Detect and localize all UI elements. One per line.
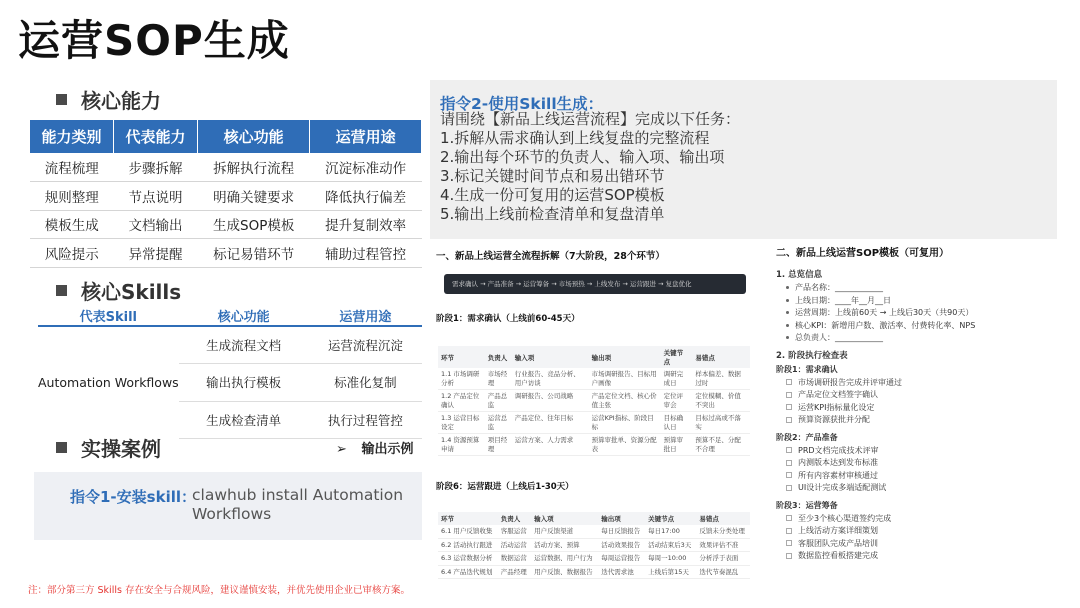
table-cell: 异常提醒 xyxy=(113,239,197,268)
header-cell: 运营用途 xyxy=(309,306,422,326)
header-cell: 输出项 xyxy=(589,346,661,368)
table-cell: 用户反馈、数据报告 xyxy=(531,565,598,579)
list-item xyxy=(776,457,1006,470)
list-item-text: 产品定位文档签字确认 xyxy=(798,390,878,399)
table-row xyxy=(438,434,750,456)
table-cell: 行业报告、竞品分析、用户访谈 xyxy=(512,368,589,390)
header-cell: 核心功能 xyxy=(179,306,309,326)
checkbox-icon xyxy=(786,392,792,398)
table-cell: 运营流程沉淀 xyxy=(309,326,422,364)
list-item-text: 数据监控看板搭建完成 xyxy=(798,551,878,560)
table-cell: 每周一10:00 xyxy=(645,552,696,566)
header-cell: 核心功能 xyxy=(198,120,310,153)
table-row xyxy=(438,552,750,566)
table-cell: 调研报告、公司战略 xyxy=(512,390,589,412)
checkbox-icon xyxy=(786,553,792,559)
table-cell: 目标过高或不落实 xyxy=(692,412,750,434)
checkbox-icon xyxy=(786,540,792,546)
list-item-text: 产品名称：____________ xyxy=(795,283,883,292)
table-cell: 活动运营 xyxy=(498,538,531,552)
table-cell: 产品经理 xyxy=(498,565,531,579)
square-bullet-icon xyxy=(56,94,67,105)
table-row xyxy=(438,565,750,579)
list-item xyxy=(776,482,1006,495)
list-item xyxy=(776,550,1006,563)
table-cell: 步骤拆解 xyxy=(113,153,197,182)
table-cell: 明确关键要求 xyxy=(198,182,310,211)
list-item xyxy=(776,389,1006,402)
instruction-line: 请围绕【新品上线运营流程】完成以下任务： xyxy=(440,110,741,128)
table-cell: 拆解执行流程 xyxy=(198,153,310,182)
list-item xyxy=(776,402,1006,415)
checkbox-icon xyxy=(786,447,792,453)
checkbox-icon xyxy=(786,460,792,466)
output-example-label: 输出示例 xyxy=(361,442,414,457)
table-cell: 市场调研报告、目标用户画像 xyxy=(589,368,661,390)
header-cell: 关键节点 xyxy=(661,346,693,368)
table-cell: 6.4 产品迭代规划 xyxy=(438,565,498,579)
list-item-text: UI设计完成多端适配测试 xyxy=(798,483,887,492)
table-cell: 生成流程文档 xyxy=(179,326,309,364)
doc-b-sub2: 2. 阶段执行检查表 xyxy=(776,350,848,361)
table-cell: 客服运营 xyxy=(498,525,531,538)
table-cell: 预算审批日 xyxy=(661,434,693,456)
table-header-row xyxy=(438,512,750,525)
list-item-text: 客服团队完成产品培训 xyxy=(798,538,878,548)
doc-process-breakdown xyxy=(432,242,754,602)
header-cell: 输入项 xyxy=(512,346,589,368)
table-cell: 文档输出 xyxy=(113,210,197,239)
doc-a-heading: 一、新品上线运营全流程拆解（7大阶段，28个环节） xyxy=(436,251,665,262)
table-cell: 1.2 产品定位确认 xyxy=(438,390,485,412)
section-capabilities-label: 核心能力 xyxy=(81,89,161,113)
table-cell: 目标确认日 xyxy=(661,412,693,434)
table-cell: 定位评审会 xyxy=(661,390,693,412)
table-cell: 活动效果报告 xyxy=(598,538,645,552)
list-item-text: 至少3个核心渠道签约完成 xyxy=(798,513,892,523)
table-cell: 运营数据、用户行为 xyxy=(531,552,598,566)
instruction2-lines xyxy=(440,110,740,224)
table-cell: 6.2 活动执行跟进 xyxy=(438,538,498,552)
header-cell: 能力类别 xyxy=(30,120,113,153)
header-cell: 易错点 xyxy=(696,512,750,525)
list-item xyxy=(776,525,1006,538)
table-row xyxy=(438,525,750,538)
header-cell: 环节 xyxy=(438,512,498,525)
square-bullet-icon xyxy=(56,285,67,296)
list-item-text: 所有内容素材审核通过 xyxy=(798,470,878,480)
list-item-text: 预算资源获批并分配 xyxy=(798,415,870,424)
list-item-text: 内测版本达到发布标准 xyxy=(798,458,878,467)
table-cell: 数据运营 xyxy=(498,552,531,566)
capability-table-header xyxy=(30,120,422,153)
bullet-dot-icon xyxy=(786,299,789,302)
instruction2-title: 指令2-使用Skill生成： xyxy=(440,95,604,113)
table-cell: 产品定位文档、核心价值主张 xyxy=(589,390,661,412)
table-cell: 标记易错环节 xyxy=(198,239,310,268)
table-cell: 沉淀标准动作 xyxy=(310,153,422,182)
table-cell: 活动方案、预算 xyxy=(531,538,598,552)
table-row xyxy=(30,239,422,268)
table-cell: 辅助过程管控 xyxy=(310,239,422,268)
table-row xyxy=(30,182,422,211)
warning-note: 注：部分第三方 Skills 存在安全与合规风险，建议谨慎安装，并优先使用企业已审核方案。 xyxy=(28,585,410,596)
instruction-line: 2.输出每个环节的负责人、输入项、输出项 xyxy=(440,148,725,166)
case1-command: clawhub install Automation Workflows xyxy=(192,486,404,523)
table-cell: 上线后第15天 xyxy=(645,565,696,579)
header-cell: 负责人 xyxy=(485,346,512,368)
table-cell: 1.4 资源预算申请 xyxy=(438,434,485,456)
list-item xyxy=(776,332,1006,345)
table-row xyxy=(30,153,422,182)
capability-table xyxy=(30,120,422,268)
header-cell: 环节 xyxy=(438,346,485,368)
section-capabilities xyxy=(56,85,161,114)
header-cell: 输出项 xyxy=(598,512,645,525)
table-cell: 降低执行偏差 xyxy=(310,182,422,211)
table-cell: 调研完成日 xyxy=(661,368,693,390)
table-cell: 每日反馈报告 xyxy=(598,525,645,538)
flow-bar: 需求确认 → 产品准备 → 运营筹备 → 市场预热 → 上线发布 → 运营跟进 → 复盘优化 xyxy=(444,274,746,294)
list-item xyxy=(776,307,1006,320)
instruction-line: 4.生成一份可复用的运营SOP模板 xyxy=(440,186,665,204)
table-cell: 迭代需求池 xyxy=(598,565,645,579)
table-cell: 运营方案、人力需求 xyxy=(512,434,589,456)
list-item-text: 核心KPI：新增用户数、激活率、付费转化率、NPS xyxy=(795,320,976,330)
table-cell: 产品定位、往年目标 xyxy=(512,412,589,434)
checkbox-icon xyxy=(786,528,792,534)
checkbox-icon xyxy=(786,485,792,491)
table-row xyxy=(438,538,750,552)
square-bullet-icon xyxy=(56,442,67,453)
header-cell: 关键节点 xyxy=(645,512,696,525)
section-skills xyxy=(56,276,181,305)
stage-heading: 阶段3：运营筹备 xyxy=(776,500,838,510)
stage-heading: 阶段1：需求确认 xyxy=(776,364,838,374)
table-cell: 输出执行模板 xyxy=(179,364,309,402)
list-item xyxy=(776,414,1006,427)
doc-b-sub1: 1. 总览信息 xyxy=(776,270,823,280)
checkbox-icon xyxy=(786,417,792,423)
checkbox-icon xyxy=(786,515,792,521)
header-cell: 运营用途 xyxy=(310,120,422,153)
table-row xyxy=(438,390,750,412)
table-cell: 分析浮于表面 xyxy=(696,552,750,566)
skill-name: Automation Workflows xyxy=(38,375,179,391)
instruction-line: 1.拆解从需求确认到上线复盘的完整流程 xyxy=(440,129,710,147)
list-item-text: 市场调研报告完成并评审通过 xyxy=(798,377,902,387)
table-cell: 运营KPI指标、阶段目标 xyxy=(589,412,661,434)
checkbox-icon xyxy=(786,379,792,385)
table-cell: 提升复制效率 xyxy=(310,210,422,239)
skills-table xyxy=(38,306,422,439)
table-row xyxy=(30,210,422,239)
instruction-line: 3.标记关键时间节点和易出错环节 xyxy=(440,167,665,185)
stage6-heading: 阶段6：运营跟进（上线后1-30天） xyxy=(436,482,574,492)
table-cell: 6.1 用户反馈收集 xyxy=(438,525,498,538)
list-item xyxy=(776,377,1006,390)
output-example xyxy=(336,438,413,457)
table-cell: 活动结束后3天 xyxy=(645,538,696,552)
table-cell: 迭代节奏混乱 xyxy=(696,565,750,579)
header-cell: 负责人 xyxy=(498,512,531,525)
table-cell: 6.3 运营数据分析 xyxy=(438,552,498,566)
table-cell: 风险提示 xyxy=(30,239,113,268)
table-cell: 节点说明 xyxy=(113,182,197,211)
table-cell: 项目经理 xyxy=(485,434,512,456)
table-cell: 每周运营报告 xyxy=(598,552,645,566)
list-item-text: 运营周期：上线前60天 → 上线后30天（共90天） xyxy=(795,308,974,317)
table-cell: 生成检查清单 xyxy=(179,401,309,439)
list-item xyxy=(776,320,1006,333)
bullet-dot-icon xyxy=(786,286,789,289)
list-item xyxy=(776,445,1006,458)
page-title: 运营SOP生成 xyxy=(18,16,290,65)
section-skills-label: 核心Skills xyxy=(81,280,182,304)
table-cell: 1.1 市场调研分析 xyxy=(438,368,485,390)
header-cell: 易错点 xyxy=(692,346,750,368)
case1-label: 指令1-安装skill： xyxy=(70,488,196,506)
instruction-line: 5.输出上线前检查清单和复盘清单 xyxy=(440,205,665,223)
bullet-dot-icon xyxy=(786,311,789,314)
header-cell: 输入项 xyxy=(531,512,598,525)
list-item-text: PRD文档完成技术评审 xyxy=(798,445,879,455)
header-cell: 代表Skill xyxy=(38,306,179,326)
table-cell: 效果评估不准 xyxy=(696,538,750,552)
stage1-table xyxy=(438,346,750,456)
table-cell: 流程梳理 xyxy=(30,153,113,182)
table-cell: 运营总监 xyxy=(485,412,512,434)
list-item-text: 运营KPI指标量化设定 xyxy=(798,402,875,412)
list-item xyxy=(776,513,1006,526)
list-item xyxy=(776,470,1006,483)
list-item-text: 上线日期：____年__月__日 xyxy=(795,295,891,305)
table-cell: 样本偏差、数据过时 xyxy=(692,368,750,390)
stage6-table xyxy=(438,512,750,579)
header-cell: 代表能力 xyxy=(113,120,197,153)
table-cell: 每日17:00 xyxy=(645,525,696,538)
list-item xyxy=(776,538,1006,551)
skills-table-header xyxy=(38,306,422,326)
table-cell: 生成SOP模板 xyxy=(198,210,310,239)
table-cell: 预算不足、分配不合理 xyxy=(692,434,750,456)
checkbox-icon xyxy=(786,404,792,410)
table-cell: 执行过程管控 xyxy=(309,401,422,439)
arrow-right-icon: ➢ xyxy=(336,442,347,457)
list-item-text: 上线活动方案详细策划 xyxy=(798,526,878,535)
checkbox-icon xyxy=(786,472,792,478)
list-item xyxy=(776,295,1006,308)
table-cell: 标准化复制 xyxy=(309,364,422,402)
list-item-text: 总负责人：____________ xyxy=(795,333,883,342)
table-row xyxy=(438,412,750,434)
table-cell: 模板生成 xyxy=(30,210,113,239)
table-row xyxy=(438,368,750,390)
doc-b-heading: 二、新品上线运营SOP模板（可复用） xyxy=(776,248,950,259)
bullet-dot-icon xyxy=(786,336,789,339)
table-cell: 市场经理 xyxy=(485,368,512,390)
table-cell: 1.3 运营目标设定 xyxy=(438,412,485,434)
section-cases xyxy=(56,433,161,462)
table-cell: 预算审批单、资源分配表 xyxy=(589,434,661,456)
bullet-dot-icon xyxy=(786,324,789,327)
table-header-row xyxy=(438,346,750,368)
stage-heading: 阶段2：产品准备 xyxy=(776,432,838,442)
table-cell: 规则整理 xyxy=(30,182,113,211)
section-cases-label: 实操案例 xyxy=(81,437,161,461)
stage1-heading: 阶段1：需求确认（上线前60-45天） xyxy=(436,314,580,324)
table-cell: 用户反馈渠道 xyxy=(531,525,598,538)
list-item xyxy=(776,282,1006,295)
doc-sop-template xyxy=(770,242,1012,602)
table-row xyxy=(38,326,422,364)
table-cell: 定位模糊、价值不突出 xyxy=(692,390,750,412)
table-cell: 产品总监 xyxy=(485,390,512,412)
table-cell: 反馈未分类处理 xyxy=(696,525,750,538)
